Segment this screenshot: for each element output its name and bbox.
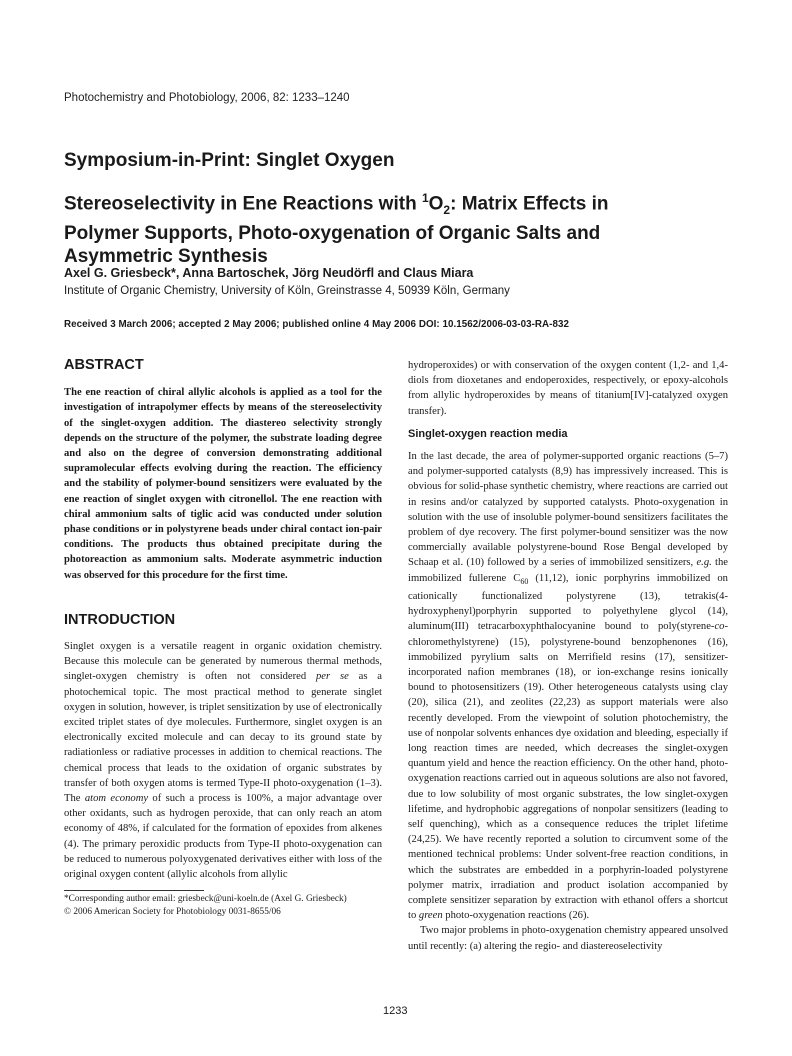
rc-text-e: photo-oxygenation reactions (26). (442, 910, 590, 922)
major-problems-paragraph: Two major problems in photo-oxygenation chemistry appeared unsolved until recently: (a) altering the regio- and diastereoselectivity (408, 925, 728, 952)
title-oxygen: O (428, 193, 444, 215)
author-list: Axel G. Griesbeck*, Anna Bartoschek, Jörg Neudörfl and Claus Miara (64, 266, 474, 280)
introduction-paragraph (64, 639, 382, 882)
rc-text-c: (11,12), ionic porphyrins immobilized on cationically functionalized polystyrene (13), tetrakis(4-hydroxyphenyl)porphyrin supported to polyethylene glycol (14), aluminum(III) tetracarboxyphthalocyanine bound to poly(styrene- (408, 572, 728, 633)
footnote-divider (64, 890, 204, 891)
introduction-heading: INTRODUCTION (64, 611, 176, 628)
rc-subscript-60: 60 (520, 576, 529, 586)
intro-emphasis-atom-economy: atom economy (84, 793, 149, 805)
left-column (64, 358, 382, 918)
corresponding-author-footnote: *Corresponding author email: griesbeck@uni-koeln.de (Axel G. Griesbeck) (64, 894, 347, 905)
article-title (64, 187, 684, 268)
page-number: 1233 (383, 1005, 408, 1017)
title-superscript: 1 (421, 191, 429, 205)
abstract-heading: ABSTRACT (64, 357, 144, 373)
title-subscript: 2 (443, 203, 451, 218)
rc-emphasis-green: green (418, 910, 443, 922)
affiliation: Institute of Organic Chemistry, University of Köln, Greinstrasse 4, 50939 Köln, Germany (64, 285, 510, 297)
title-part-2: : Matrix Effects in Polymer Supports, Photo-oxygenation of Organic Salts and Asymmetric Synthesis (64, 193, 609, 268)
title-part-1: Stereoselectivity in Ene Reactions with (64, 193, 422, 215)
journal-reference: Photochemistry and Photobiology, 2006, 82: 1233–1240 (64, 92, 350, 104)
rc-text-a: In the last decade, the area of polymer-supported organic reactions (5–7) and polymer-supported catalysts (8,9) has impressively increased. This is obvious for solid-phase synthetic chemistry, where reactions are carried out in resins and/or catalyzed by supported catalysts. Photo-oxygenation in solution with the use of insoluble polymer-bound sensitizers facilitates the problem of dye recovery. The first polymer-bound sensitizer was the now commercially available polystyrene-bound Rose Bengal developed by Schaap et al. (10) followed by a series of immobilized sensitizers, (408, 451, 728, 569)
rc-text-d: -chloromethylstyrene) (15), polystyrene-bound benzophenones (16), immobilized pyrylium salts on Merrifield resins (17), sensitizer-incorporated nafion membranes (18), or ion-exchange resins ionically bound to photosensitizers (19). Other heterogeneous catalysts using clay (20), silica (21), and zeolites (22,23) as support materials were also recently developed. From the viewpoint of solution photochemistry, the use of nonpolar solvents enhances dye oxidation and bleeding, especially if long reaction times are needed, which decreases the singlet-oxygen quantum yield and hence the reaction efficiency. On the other hand, photo-oxygenation reactions carried out in aqueous solutions are also not favored, due to low solubility of most organic substrates, the low singlet-oxygen lifetime, and hydrophobic aggregations of nonpolar sensitizers (leading to self quenching), which as a consequence reduces the triplet lifetime (24,25). We have recently reported a solution to circumvent some of the mentioned technical problems: Under solvent-free reaction conditions, in which the substrates are embedded in a porphyrin-loaded polystyrene polymer matrix, irradiation and product isolation accompanied by complete sensitizer separation by extraction with ethanol offers a shortcut to (408, 621, 728, 922)
abstract-body: The ene reaction of chiral allylic alcohols is applied as a tool for the investigation of intrapolymer effects by means of the stereoselectivity of the singlet-oxygen addition. The diastereo selectivity strongly depends on the structure of the polymer, the substrate loading degree and also on the degree of conversion demonstrating additional supramolecular effects evolving during the reaction. The efficiency and the stability of polymer-bound sensitizers were evaluated by the ene reaction of singlet oxygen with citronellol. The ene reaction with chiral ammonium salts of tiglic acid was conducted under solution phase conditions or in polystyrene beads under chiral contact ion-pair conditions. The products thus obtained precipitate during the photoreaction as ammonium salts. Moderate asymmetric induction was observed for this procedure for the first time. (64, 387, 382, 581)
right-column (408, 358, 728, 954)
rc-emphasis-co: co (714, 621, 725, 633)
rc-emphasis-eg: e.g. (696, 557, 712, 569)
symposium-heading: Symposium-in-Print: Singlet Oxygen (64, 150, 395, 171)
subsection-heading: Singlet-oxygen reaction media (408, 427, 568, 440)
received-dates-doi: Received 3 March 2006; accepted 2 May 2006; published online 4 May 2006 DOI: 10.1562/2006-03-03-RA-832 (64, 319, 569, 330)
intro-text-c: of such a process is 100%, a major advantage over other oxidants, such as hydrogen peroxide, that can only reach an atom economy of 48%, if calculated for the formation of epoxides from alkenes (4). The primary peroxidic products from Type-II photo-oxygenation can be reduced to numerous polyoxygenated derivatives either with loss of the original oxygen content (allylic alcohols from allylic (64, 793, 382, 881)
rc-text-b: the immobilized fullerene C (408, 557, 728, 584)
continuation-paragraph: hydroperoxides) or with conservation of the oxygen content (1,2- and 1,4-diols from dioxetanes and endoperoxides, respectively, or epoxy-alcohols from allylic hydroperoxides by means of titanium[IV]-catalyzed oxygen transfer). (408, 360, 728, 417)
copyright-footnote: © 2006 American Society for Photobiology 0031-8655/06 (64, 906, 281, 917)
polymer-support-paragraph (408, 449, 728, 923)
intro-text-a: Singlet oxygen is a versatile reagent in organic oxidation chemistry. Because this molecule can be generated by numerous thermal methods, singlet-oxygen chemistry is often not considered (64, 641, 382, 683)
intro-text-b: as a photochemical topic. The most practical method to generate singlet oxygen in solution, however, is triplet sensitization by use of electronically excited triplet states of dye molecules. Furthermore, singlet oxygen is an electronically excited molecule and can decay to its ground state by radiationless or radiative processes in addition to chemical reactions. The chemical process that leads to the oxidation of organic substrates by transfer of both oxygen atoms is termed Type-II photo-oxygenation (1–3). The (64, 671, 382, 805)
intro-emphasis-per-se: per se (316, 671, 349, 683)
